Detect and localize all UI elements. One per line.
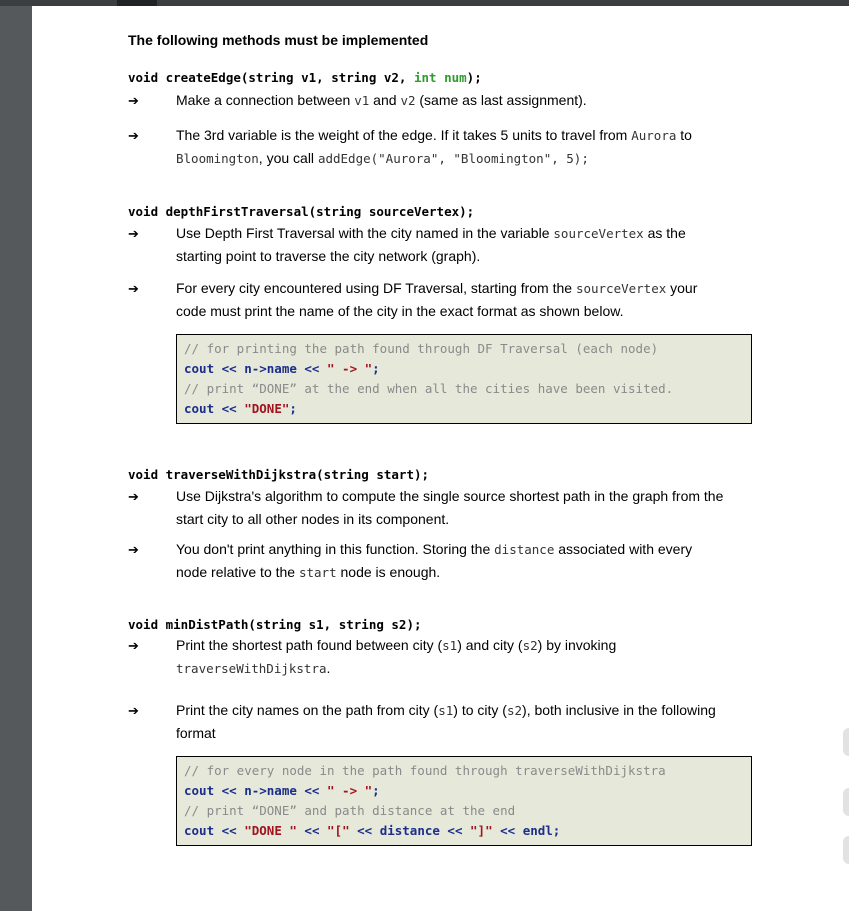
arrow-bullet-icon: ➔ bbox=[128, 638, 139, 653]
code-comment: // for every node in the path found through traverseWithDijkstra bbox=[184, 763, 666, 778]
code-line: cout << "DONE"; bbox=[184, 401, 297, 416]
arrow-bullet-icon: ➔ bbox=[128, 93, 139, 108]
signature-int-param: int num bbox=[413, 70, 467, 85]
code-line: cout << "DONE " << "[" << distance << "]" << endl; bbox=[184, 823, 561, 838]
bullet-text: Print the shortest path found between city (s1) and city (s2) by invoking traverseWithDijkstra. bbox=[176, 637, 617, 676]
dft-code-block bbox=[176, 334, 752, 424]
side-scroll-tab[interactable] bbox=[843, 728, 849, 756]
dft-signature: void depthFirstTraversal(string sourceVertex); bbox=[128, 204, 475, 219]
bullet-text: Use Dijkstra's algorithm to compute the single source shortest path in the graph from the start city to all other nodes in its component. bbox=[176, 488, 724, 527]
arrow-bullet-icon: ➔ bbox=[128, 128, 139, 143]
signature-text: void createEdge(string v1, string v2, bbox=[128, 70, 414, 85]
code-comment: // for printing the path found through DF Traversal (each node) bbox=[184, 341, 659, 356]
bullet-text: Use Depth First Traversal with the city named in the variable sourceVertex as the starting point to traverse the city network (graph). bbox=[176, 225, 686, 264]
section-heading: The following methods must be implemented bbox=[128, 32, 429, 48]
side-scroll-tab[interactable] bbox=[843, 836, 849, 864]
code-line: cout << n->name << " -> "; bbox=[184, 361, 380, 376]
bullet-text: Print the city names on the path from city (s1) to city (s2), both inclusive in the following format bbox=[176, 702, 716, 741]
signature-end: ); bbox=[466, 70, 482, 85]
code-line: cout << n->name << " -> "; bbox=[184, 783, 380, 798]
arrow-bullet-icon: ➔ bbox=[128, 542, 139, 557]
bullet-text: The 3rd variable is the weight of the edge. If it takes 5 units to travel from Aurora to Bloomington, you call addEdge("Aurora", "Bloomington", 5); bbox=[176, 127, 692, 166]
code-comment: // print “DONE” and path distance at the end bbox=[184, 803, 516, 818]
arrow-bullet-icon: ➔ bbox=[128, 281, 139, 296]
min-dist-signature: void minDistPath(string s1, string s2); bbox=[128, 617, 422, 632]
min-dist-code-block bbox=[176, 756, 752, 846]
dijkstra-signature: void traverseWithDijkstra(string start); bbox=[128, 467, 430, 482]
code-comment: // print “DONE” at the end when all the cities have been visited. bbox=[184, 381, 674, 396]
arrow-bullet-icon: ➔ bbox=[128, 489, 139, 504]
side-scroll-tab[interactable] bbox=[843, 788, 849, 816]
arrow-bullet-icon: ➔ bbox=[128, 226, 139, 241]
bullet-text: For every city encountered using DF Traversal, starting from the sourceVertex your code must print the name of the city in the exact format as shown below. bbox=[176, 280, 698, 319]
bullet-text: Make a connection between v1 and v2 (same as last assignment). bbox=[176, 92, 587, 108]
document-page bbox=[32, 6, 849, 911]
bullet-text: You don't print anything in this function. Storing the distance associated with every node relative to the start node is enough. bbox=[176, 541, 693, 580]
create-edge-signature bbox=[128, 70, 482, 85]
arrow-bullet-icon: ➔ bbox=[128, 703, 139, 718]
